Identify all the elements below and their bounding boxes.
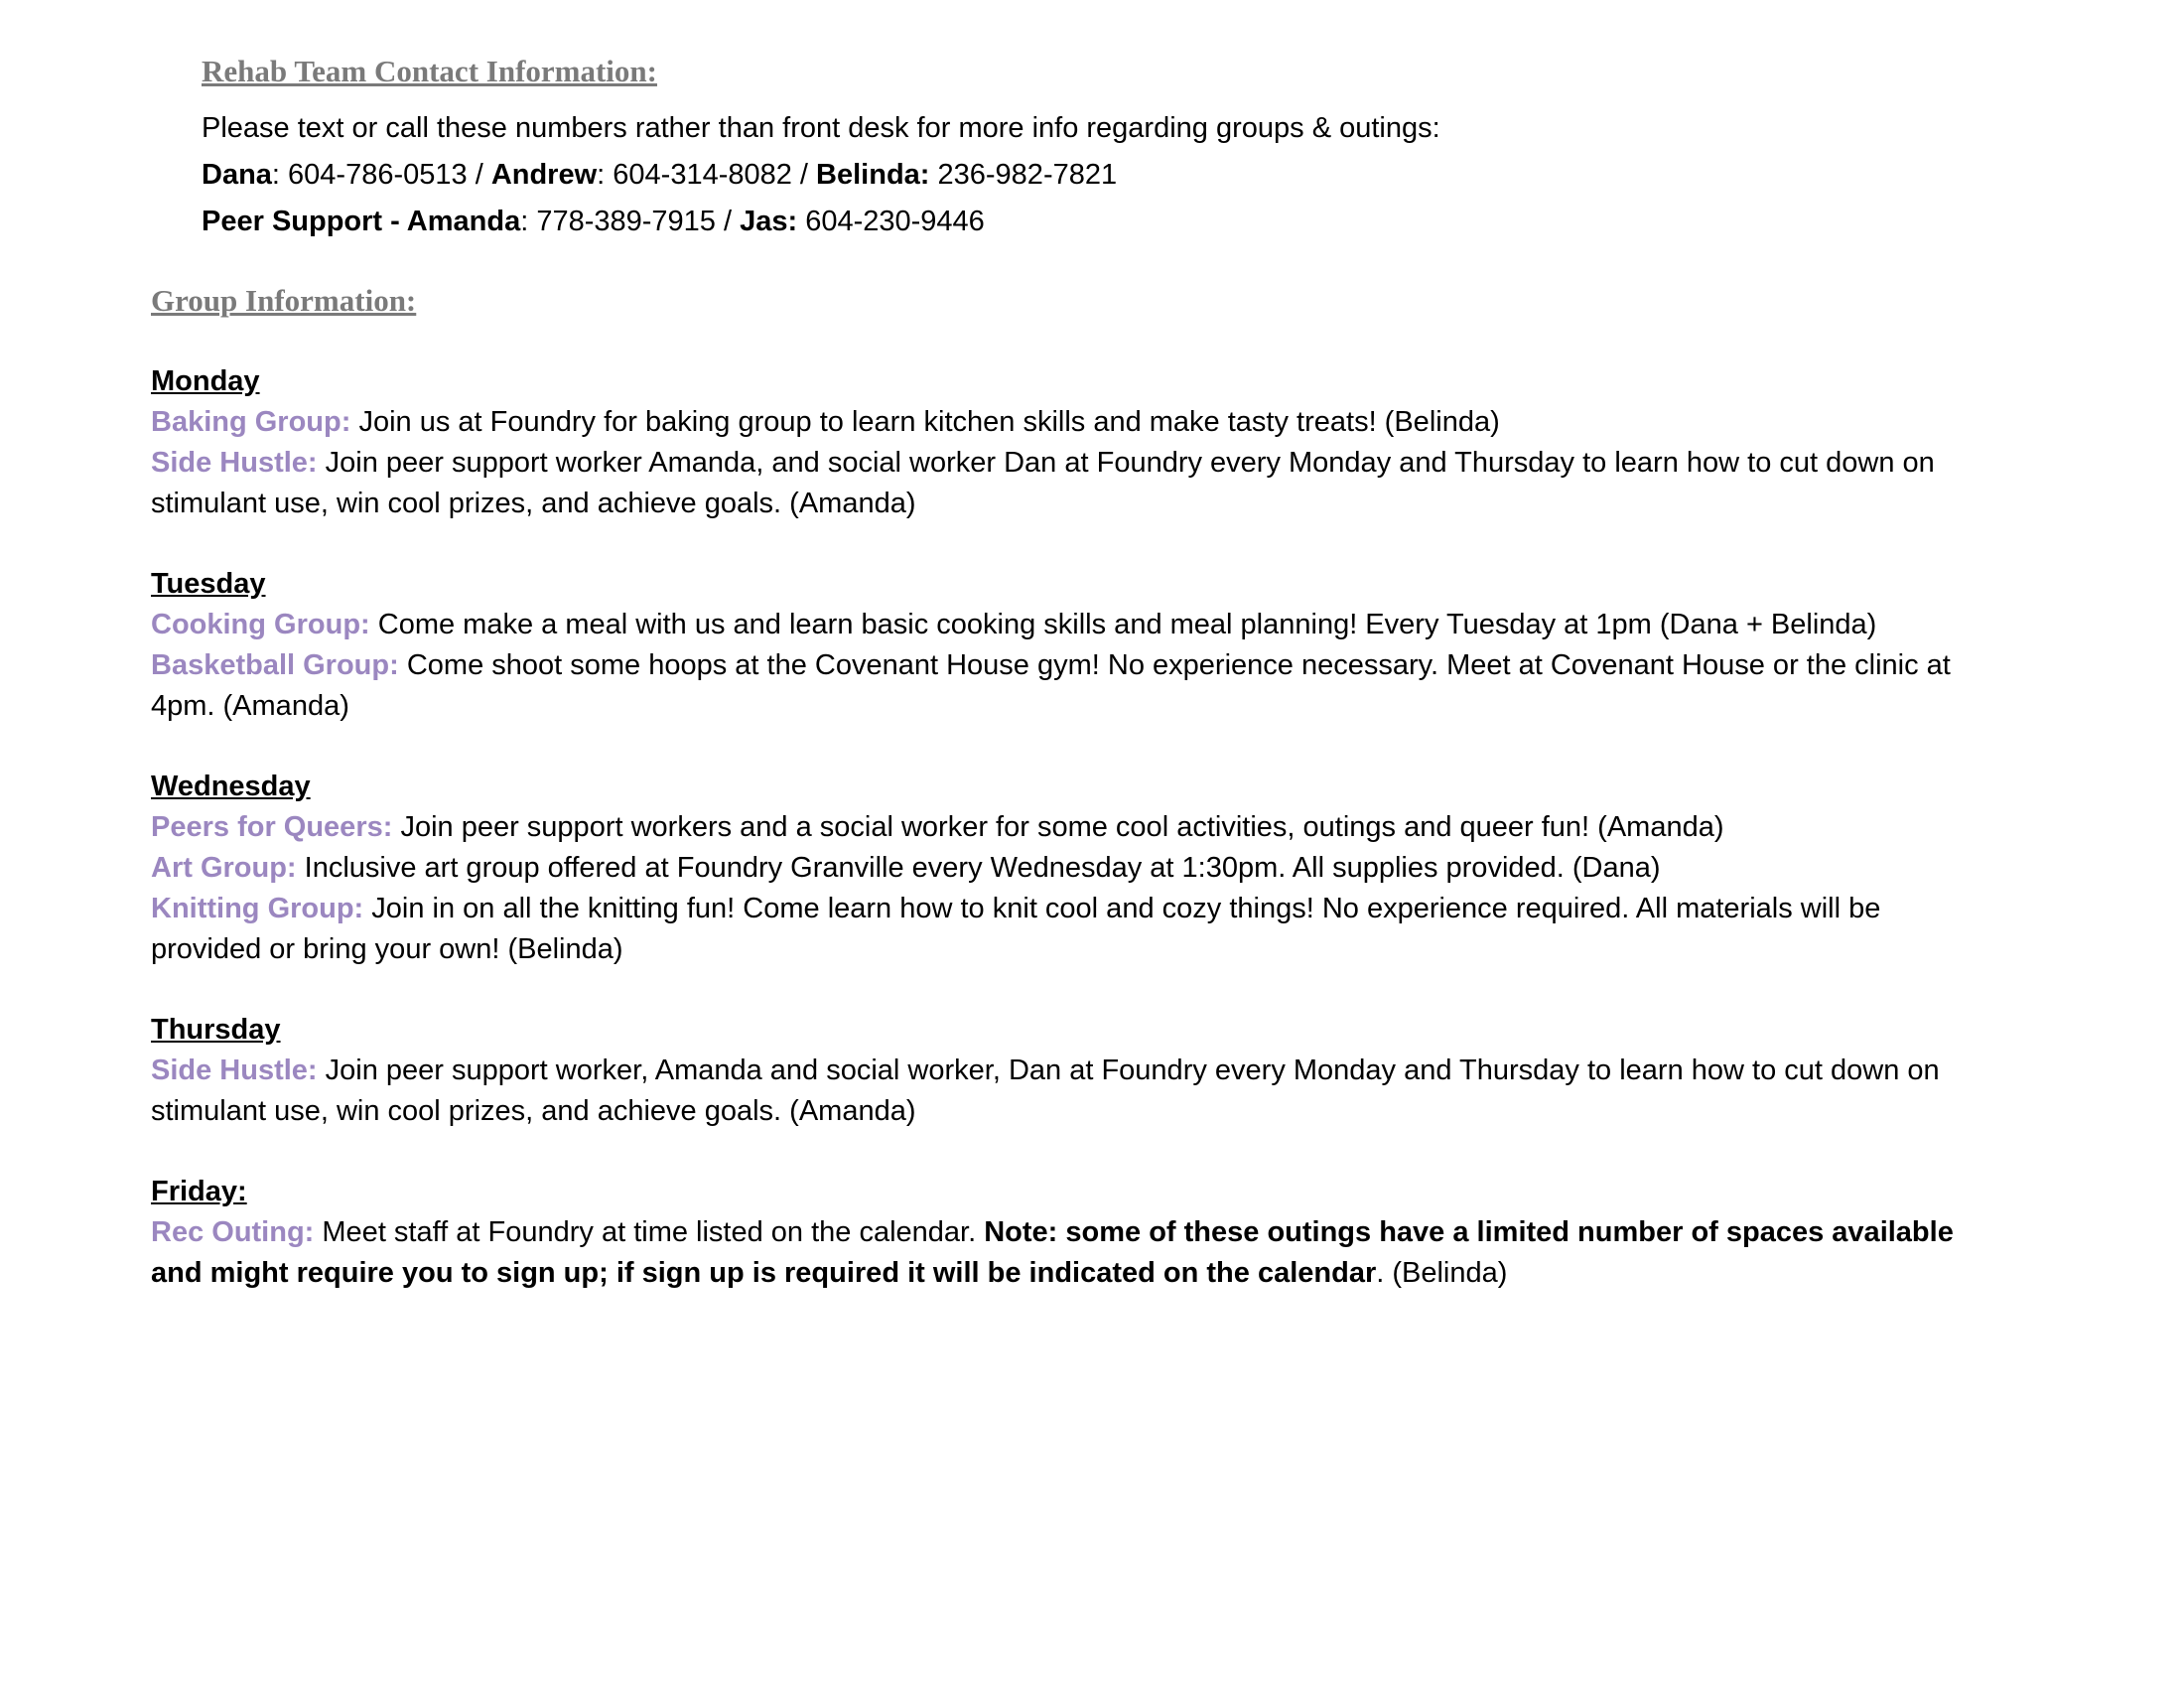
group-description: Join peer support workers and a social worker for some cool activities, outings and queer fun! (Amanda) <box>392 811 1724 843</box>
group-description: Come shoot some hoops at the Covenant House gym! No experience necessary. Meet at Covenant House or the clinic at 4pm. (Amanda) <box>151 649 1951 722</box>
group-description: Join in on all the knitting fun! Come learn how to knit cool and cozy things! No experience required. All materials will be provided or bring your own! (Belinda) <box>151 893 1881 965</box>
day-wednesday <box>151 767 1968 970</box>
group-label: Knitting Group: <box>151 893 364 924</box>
group-description-tail: . (Belinda) <box>1376 1257 1508 1289</box>
group-entry <box>151 402 1968 443</box>
group-entry <box>151 1051 1968 1132</box>
contact-phones-staff <box>202 152 1988 199</box>
group-entry <box>151 605 1968 645</box>
group-label: Side Hustle: <box>151 447 318 479</box>
contact-name: Peer Support - Amanda <box>202 206 521 237</box>
group-description: Meet staff at Foundry at time listed on the calendar. <box>314 1216 985 1248</box>
day-title: Thursday <box>151 1014 281 1046</box>
group-entry <box>151 443 1968 524</box>
contact-phone: : 604-314-8082 / <box>597 159 817 191</box>
contact-name: Belinda: <box>816 159 930 191</box>
contact-phone: : 604-786-0513 / <box>271 159 491 191</box>
group-description: Come make a meal with us and learn basic cooking skills and meal planning! Every Tuesday at 1pm (Dana + Belinda) <box>369 609 1877 640</box>
group-label: Basketball Group: <box>151 649 399 681</box>
day-thursday <box>151 1010 1968 1132</box>
contact-name: Andrew <box>490 159 598 191</box>
group-label: Peers for Queers: <box>151 811 393 843</box>
group-entry <box>151 807 1968 848</box>
contact-heading: Rehab Team Contact Information: <box>202 54 657 88</box>
day-title: Wednesday <box>151 771 311 802</box>
contact-phones-peer-support <box>202 199 1988 245</box>
day-tuesday <box>151 564 1968 727</box>
contact-name: Dana <box>202 159 272 191</box>
day-friday <box>151 1172 1968 1294</box>
contact-section <box>202 52 1988 245</box>
group-label: Art Group: <box>151 852 297 884</box>
group-entry <box>151 889 1968 970</box>
contact-phone: : 778-389-7915 / <box>520 206 741 237</box>
group-entry <box>151 645 1968 727</box>
group-label: Side Hustle: <box>151 1055 318 1086</box>
group-entry <box>151 1212 1968 1294</box>
group-note: Note: some of these outings have a limited number of spaces available and might require you to sign up; if sign up is required it will be indicated on the calendar <box>151 1216 1954 1289</box>
day-title: Monday <box>151 365 260 397</box>
day-title: Friday: <box>151 1176 247 1207</box>
group-label: Rec Outing: <box>151 1216 315 1248</box>
group-label: Cooking Group: <box>151 609 370 640</box>
group-description: Join us at Foundry for baking group to learn kitchen skills and make tasty treats! (Belinda) <box>350 406 1500 438</box>
contact-phone: 236-982-7821 <box>929 159 1118 191</box>
group-entry <box>151 848 1968 889</box>
contact-phone: 604-230-9446 <box>797 206 985 237</box>
group-heading: Group Information: <box>151 283 417 318</box>
group-label: Baking Group: <box>151 406 351 438</box>
group-section <box>151 281 1968 1294</box>
day-monday <box>151 361 1968 524</box>
group-description: Join peer support worker Amanda, and social worker Dan at Foundry every Monday and Thursday to learn how to cut down on stimulant use, win cool prizes, and achieve goals. (Amanda) <box>151 447 1935 519</box>
group-description: Join peer support worker, Amanda and social worker, Dan at Foundry every Monday and Thursday to learn how to cut down on stimulant use, win cool prizes, and achieve goals. (Amanda) <box>151 1055 1940 1127</box>
group-description: Inclusive art group offered at Foundry Granville every Wednesday at 1:30pm. All supplies provided. (Dana) <box>296 852 1661 884</box>
contact-name: Jas: <box>740 206 798 237</box>
contact-intro: Please text or call these numbers rather than front desk for more info regarding groups & outings: <box>202 112 1440 144</box>
day-title: Tuesday <box>151 568 266 600</box>
